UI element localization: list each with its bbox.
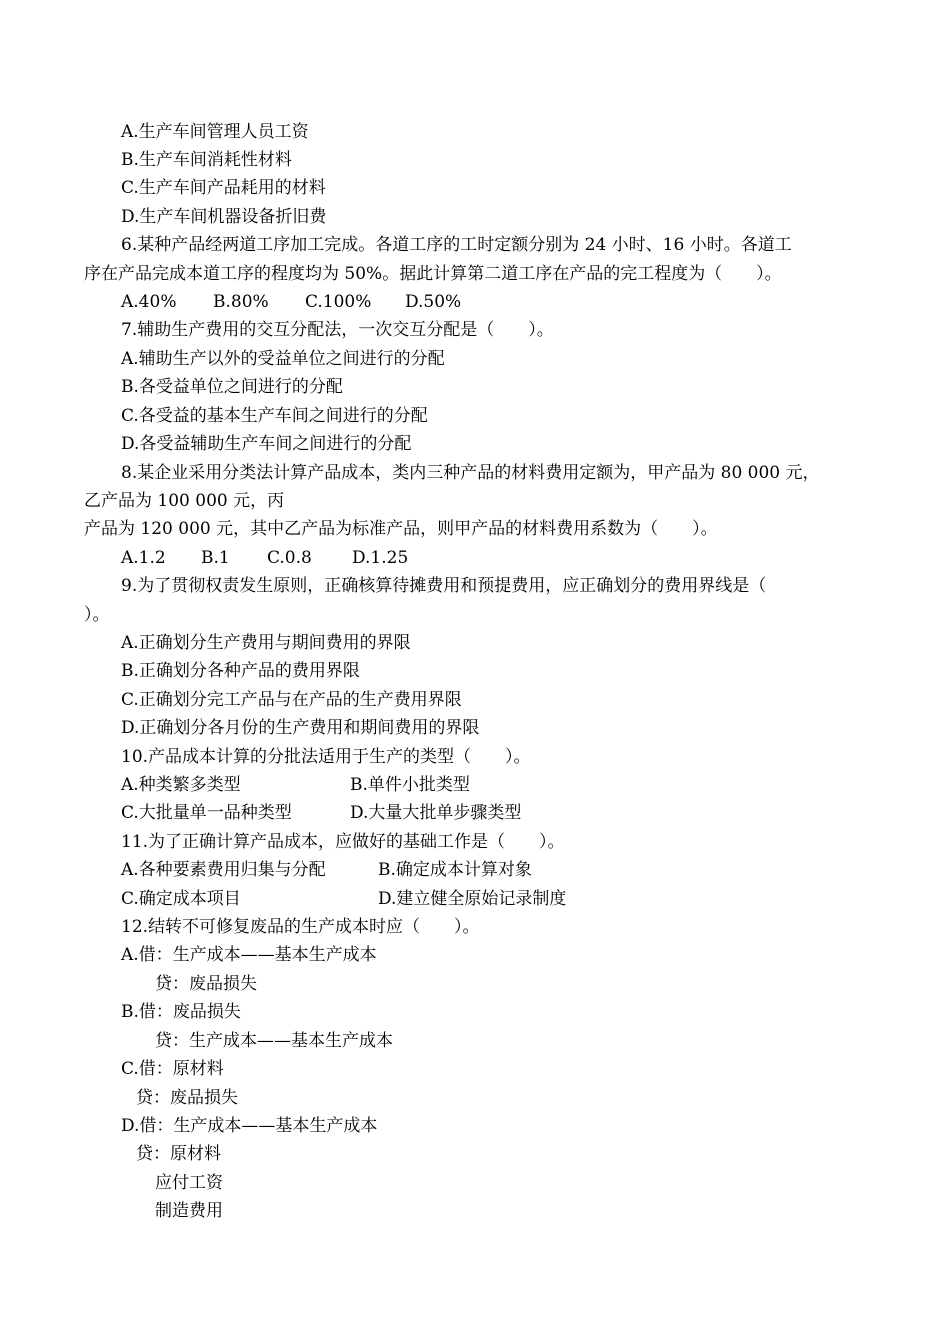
- q8-stem-line2: 乙产品为 100 000 元，丙: [84, 491, 285, 511]
- q10-option-d: D.大量大批单步骤类型: [350, 803, 522, 823]
- q9-stem-line1: 9.为了贯彻权责发生原则，正确核算待摊费用和预提费用，应正确划分的费用界线是（: [121, 576, 767, 596]
- q8-stem-line1: 8.某企业采用分类法计算产品成本，类内三种产品的材料费用定额为，甲产品为 80 000 元，: [121, 463, 820, 483]
- q12-option-a-credit: 贷：废品损失: [155, 974, 257, 994]
- q9-option-c: C.正确划分完工产品与在产品的生产费用界限: [121, 690, 462, 710]
- q8-stem-line3: 产品为 120 000 元，其中乙产品为标准产品，则甲产品的材料费用系数为（ ）。: [84, 519, 718, 539]
- q12-option-d-credit: 贷：原材料: [136, 1144, 221, 1164]
- q12-option-b-credit: 贷：生产成本——基本生产成本: [155, 1031, 393, 1051]
- q12-stem: 12.结转不可修复废品的生产成本时应（ ）。: [121, 917, 480, 937]
- q6-stem-line1: 6.某种产品经两道工序加工完成。各道工序的工时定额分别为 24 小时、16 小时。各道工: [121, 235, 792, 255]
- q9-option-a: A.正确划分生产费用与期间费用的界限: [121, 633, 411, 653]
- q11-option-c: C.确定成本项目: [121, 889, 241, 909]
- q11-option-d: D.建立健全原始记录制度: [378, 889, 567, 909]
- q5-option-d: D.生产车间机器设备折旧费: [121, 207, 327, 227]
- q7-option-b: B.各受益单位之间进行的分配: [121, 377, 343, 397]
- q6-option-c: C.100%: [305, 292, 372, 312]
- q8-option-d: D.1.25: [352, 548, 409, 568]
- q7-option-c: C.各受益的基本生产车间之间进行的分配: [121, 406, 428, 426]
- q7-option-a: A.辅助生产以外的受益单位之间进行的分配: [121, 349, 445, 369]
- q6-stem-line2: 序在产品完成本道工序的程度均为 50%。据此计算第二道工序在产品的完工程度为（ ）。: [84, 264, 782, 284]
- q8-option-b: B.1: [201, 548, 230, 568]
- q12-option-a-debit: A.借：生产成本——基本生产成本: [121, 945, 377, 965]
- q12-option-c-debit: C.借：原材料: [121, 1059, 224, 1079]
- q7-stem: 7.辅助生产费用的交互分配法，一次交互分配是（ ）。: [121, 320, 554, 340]
- q11-stem: 11.为了正确计算产品成本，应做好的基础工作是（ ）。: [121, 832, 565, 852]
- q10-stem: 10.产品成本计算的分批法适用于生产的类型（ ）。: [121, 747, 531, 767]
- q8-option-c: C.0.8: [267, 548, 312, 568]
- q8-option-a: A.1.2: [121, 548, 166, 568]
- q5-option-c: C.生产车间产品耗用的材料: [121, 178, 326, 198]
- q5-option-a: A.生产车间管理人员工资: [121, 122, 309, 142]
- q12-option-b-debit: B.借：废品损失: [121, 1002, 241, 1022]
- q9-option-d: D.正确划分各月份的生产费用和期间费用的界限: [121, 718, 480, 738]
- q10-option-c: C.大批量单一品种类型: [121, 803, 292, 823]
- q10-option-b: B.单件小批类型: [350, 775, 470, 795]
- q6-option-d: D.50%: [405, 292, 462, 312]
- q6-option-b: B.80%: [213, 292, 269, 312]
- q10-option-a: A.种类繁多类型: [121, 775, 241, 795]
- q12-option-d-credit-3: 制造费用: [155, 1201, 223, 1221]
- q9-stem-line2: ）。: [84, 605, 110, 625]
- q11-option-b: B.确定成本计算对象: [378, 860, 532, 880]
- q6-option-a: A.40%: [121, 292, 177, 312]
- q7-option-d: D.各受益辅助生产车间之间进行的分配: [121, 434, 412, 454]
- q12-option-c-credit: 贷：废品损失: [136, 1088, 238, 1108]
- q9-option-b: B.正确划分各种产品的费用界限: [121, 661, 360, 681]
- q11-option-a: A.各种要素费用归集与分配: [121, 860, 326, 880]
- q12-option-d-debit: D.借：生产成本——基本生产成本: [121, 1116, 378, 1136]
- q12-option-d-credit-2: 应付工资: [155, 1173, 223, 1193]
- q5-option-b: B.生产车间消耗性材料: [121, 150, 292, 170]
